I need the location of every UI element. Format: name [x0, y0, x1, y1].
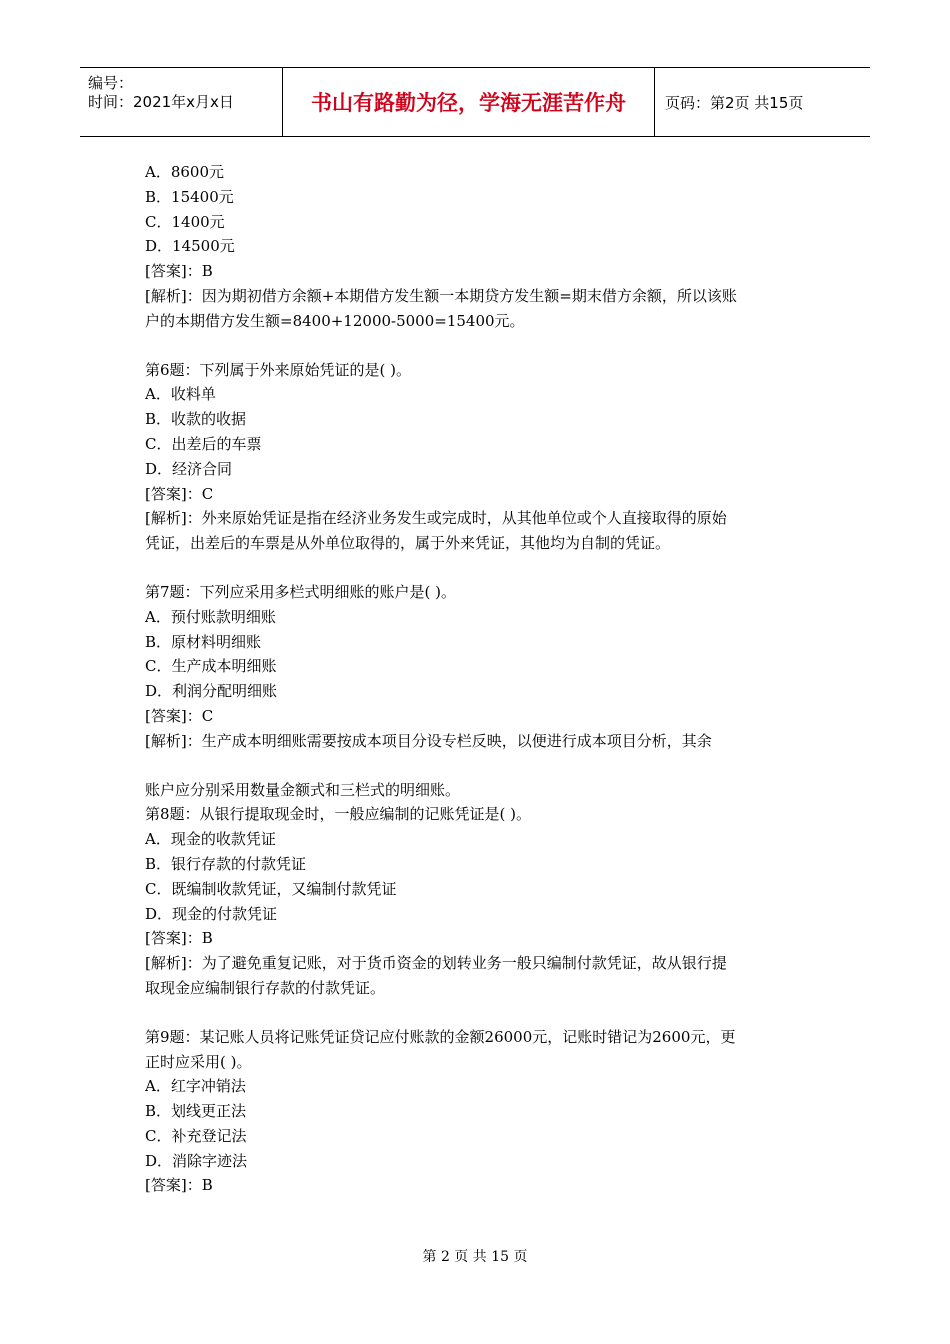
text-line: 第9题：某记账人员将记账凭证贷记应付账款的金额26000元，记账时错记为2600元，更	[145, 1027, 736, 1046]
text-line: 账户应分别采用数量金额式和三栏式的明细账。	[145, 780, 461, 799]
text-line: 第6题：下列属于外来原始凭证的是( )。	[145, 360, 412, 379]
text-line: [答案]：C	[145, 484, 214, 503]
text-line: C．生产成本明细账	[145, 657, 277, 676]
text-line: A．收料单	[145, 385, 216, 404]
text-line: [答案]：B	[145, 929, 213, 948]
text-line: A．8600元	[145, 163, 225, 181]
text-line: B．银行存款的付款凭证	[145, 854, 307, 873]
text-line: D．14500元	[145, 237, 235, 256]
header-motto-cell	[283, 68, 655, 136]
text-line: C．补充登记法	[145, 1126, 247, 1145]
text-line: D．消除字迹法	[145, 1151, 248, 1170]
header-page-info: 页码：第2页 共15页	[665, 93, 804, 112]
paragraph-gap	[145, 334, 810, 358]
text-line: 第7题：下列应采用多栏式明细账的账户是( )。	[145, 582, 457, 601]
text-line: 取现金应编制银行存款的付款凭证。	[145, 978, 386, 997]
header-page-cell	[655, 68, 870, 136]
text-line: B．15400元	[145, 187, 234, 206]
text-line: C．1400元	[145, 212, 225, 231]
text-line: B．收款的收据	[145, 410, 247, 429]
text-line: 正时应采用( )。	[145, 1052, 252, 1071]
text-line: D．现金的付款凭证	[145, 904, 278, 923]
text-line: D．利润分配明细账	[145, 682, 278, 701]
text-line: B．原材料明细账	[145, 632, 262, 651]
document-time-label: 时间：2021年x月x日	[88, 93, 234, 111]
document-body	[145, 160, 810, 1198]
text-line: B．划线更正法	[145, 1102, 247, 1121]
text-line: [答案]：B	[145, 262, 213, 281]
text-line: [解析]：外来原始凭证是指在经济业务发生或完成时，从其他单位或个人直接取得的原始	[145, 509, 727, 528]
paragraph-gap	[145, 556, 810, 580]
document-number-label: 编号：	[88, 74, 134, 92]
text-line: [解析]：生产成本明细账需要按成本项目分设专栏反映，以便进行成本项目分析，其余	[145, 731, 712, 750]
text-line: A．现金的收款凭证	[145, 830, 276, 849]
text-line: A．预付账款明细账	[145, 607, 276, 626]
page-header	[80, 67, 870, 137]
text-line: C．出差后的车票	[145, 434, 262, 453]
page-footer: 第 2 页 共 15 页	[422, 1249, 528, 1265]
paragraph-gap	[145, 754, 810, 778]
text-line: [解析]：因为期初借方余额+本期借方发生额一本期贷方发生额=期末借方余额，所以该账	[145, 286, 737, 305]
text-line: 凭证，出差后的车票是从外单位取得的，属于外来凭证，其他均为自制的凭证。	[145, 534, 671, 553]
header-motto: 书山有路勤为径，学海无涯苦作舟	[311, 91, 626, 115]
text-line: 第8题：从银行提取现金时，一般应编制的记账凭证是( )。	[145, 805, 532, 824]
text-line: A．红字冲销法	[145, 1077, 246, 1096]
paragraph-gap	[145, 1001, 810, 1025]
text-line: C．既编制收款凭证，又编制付款凭证	[145, 879, 397, 898]
text-line: [解析]：为了避免重复记账，对于货币资金的划转业务一般只编制付款凭证，故从银行提	[145, 954, 727, 973]
text-line: D．经济合同	[145, 459, 233, 478]
text-line: [答案]：C	[145, 706, 214, 725]
text-line: [答案]：B	[145, 1176, 213, 1195]
header-meta	[80, 68, 283, 136]
text-line: 户的本期借方发生额=8400+12000-5000=15400元。	[145, 311, 525, 330]
